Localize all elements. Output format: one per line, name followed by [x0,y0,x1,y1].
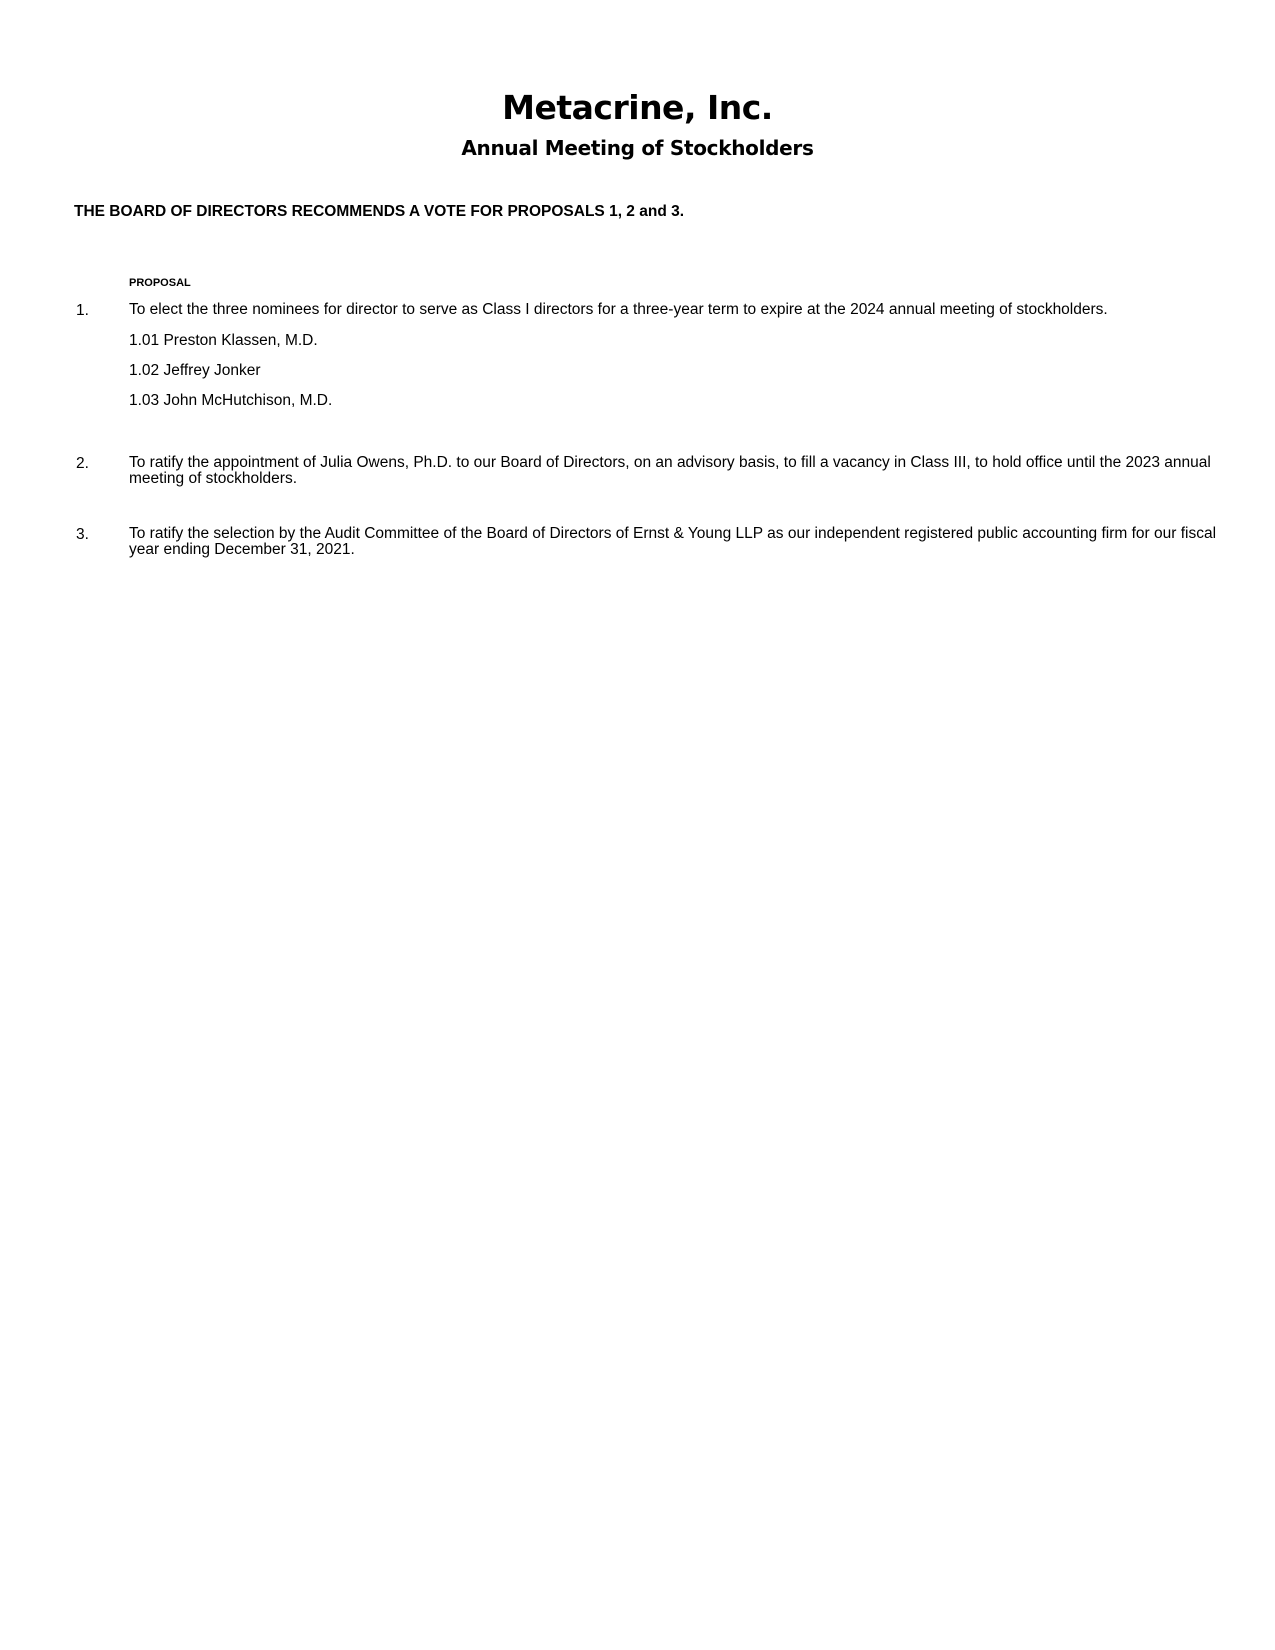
proposal-1-number: 1. [76,302,89,319]
nominee-1: 1.01 Preston Klassen, M.D. [129,332,318,349]
meeting-subtitle: Annual Meeting of Stockholders [461,136,814,160]
company-title: Metacrine, Inc. [502,88,773,127]
proposal-2-text: To ratify the appointment of Julia Owens, Ph.D. to our Board of Directors, on an advisory basis, to fill a vacancy in Class III, to hold office until the 2023 annual meeting of stockholders. [129,454,1211,487]
proposal-3-number: 3. [76,526,89,543]
proposal-column-heading: PROPOSAL [129,277,191,289]
proposal-3-text: To ratify the selection by the Audit Committee of the Board of Directors of Ernst & Young LLP as our independent registered public accounting firm for our fiscal year ending December 31, 2021. [129,525,1217,558]
proposal-2-number: 2. [76,455,89,472]
proposal-1-text: To elect the three nominees for director to serve as Class I directors for a three-year term to expire at the 2024 annual meeting of stockholders. [129,301,1108,318]
board-recommendation: THE BOARD OF DIRECTORS RECOMMENDS A VOTE FOR PROPOSALS 1, 2 and 3. [74,203,685,220]
nominee-2: 1.02 Jeffrey Jonker [129,362,261,379]
nominee-3: 1.03 John McHutchison, M.D. [129,392,333,409]
